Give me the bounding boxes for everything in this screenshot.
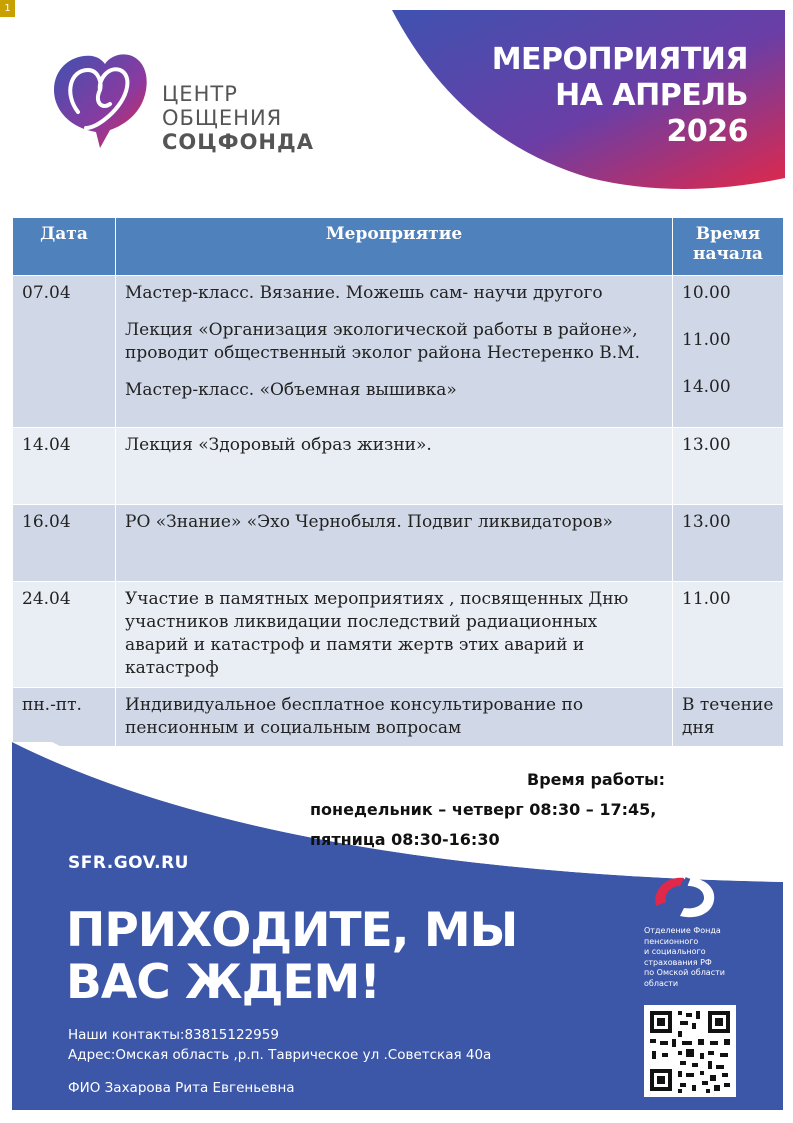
sfr-branch-name <box>644 926 744 989</box>
event-date: 16.04 <box>13 505 116 582</box>
column-header-date: Дата <box>13 218 116 276</box>
table-row <box>13 505 784 582</box>
qr-code-icon[interactable] <box>644 1005 736 1097</box>
sfr-line: области <box>644 978 679 988</box>
event-item: Мастер-класс. «Объемная вышивка» <box>125 380 457 400</box>
logo-line-2: ОБЩЕНИЯ <box>162 106 283 130</box>
table-row <box>13 688 784 747</box>
page-title <box>428 42 748 150</box>
event-time: 11.00 <box>673 582 784 688</box>
working-hours-title: Время работы: <box>527 770 665 789</box>
sfr-line: и социального <box>644 947 706 956</box>
title-line-3: 2026 <box>666 114 748 149</box>
working-hours-weekdays: понедельник – четверг 08:30 – 17:45, <box>310 800 657 819</box>
event-time: В течение дня <box>673 688 784 747</box>
time-item: 14.00 <box>682 377 731 397</box>
logo-wordmark <box>162 82 314 154</box>
contact-phone: Наши контакты:83815122959 <box>68 1027 279 1043</box>
event-description: Индивидуальное бесплатное консультирование по пенсионным и социальным вопросам <box>116 688 673 747</box>
table-row <box>13 582 784 688</box>
event-description: РО «Знание» «Эхо Чернобыля. Подвиг ликвидаторов» <box>116 505 673 582</box>
event-description <box>116 276 673 428</box>
table-row <box>13 276 784 428</box>
event-item: Мастер-класс. Вязание. Можешь сам- научи другого <box>125 283 603 303</box>
sfr-line: пенсионного <box>644 936 699 946</box>
event-time: 13.00 <box>673 505 784 582</box>
sfr-line: по Омской области <box>644 968 725 977</box>
logo-line-1: ЦЕНТР <box>162 82 238 106</box>
time-item: 11.00 <box>682 330 731 350</box>
logo-line-3: СОЦФОНДА <box>162 130 314 154</box>
title-line-1: МЕРОПРИЯТИЯ <box>491 42 748 77</box>
title-line-2: НА АПРЕЛЬ <box>555 78 748 113</box>
sfr-logo-icon <box>650 872 720 922</box>
sfr-line: Отделение Фонда <box>644 926 721 935</box>
contacts-block <box>68 1025 491 1065</box>
event-date: 24.04 <box>13 582 116 688</box>
events-table <box>12 217 784 747</box>
event-date: 07.04 <box>13 276 116 428</box>
event-item: Лекция «Организация экологической работы в районе», проводит общественный эколог района Нестеренко В.М. <box>125 320 640 363</box>
event-date: пн.-пт. <box>13 688 116 747</box>
slogan <box>66 905 517 1009</box>
slogan-line-2: ВАС ЖДЕМ! <box>66 955 380 1010</box>
slogan-line-1: ПРИХОДИТЕ, МЫ <box>66 903 518 958</box>
website-link[interactable]: SFR.GOV.RU <box>68 853 189 873</box>
contact-person: ФИО Захарова Рита Евгеньевна <box>68 1080 295 1096</box>
event-description: Лекция «Здоровый образ жизни». <box>116 428 673 505</box>
page-number-badge: 1 <box>0 0 15 17</box>
column-header-event: Мероприятие <box>116 218 673 276</box>
event-time: 13.00 <box>673 428 784 505</box>
working-hours <box>310 765 665 855</box>
event-date: 14.04 <box>13 428 116 505</box>
table-row <box>13 428 784 505</box>
working-hours-friday: пятница 08:30-16:30 <box>310 830 500 849</box>
event-description: Участие в памятных мероприятиях , посвященных Дню участников ликвидации последствий радиационных аварий и катастроф и памяти жертв этих аварий и катастроф <box>116 582 673 688</box>
heart-logo-icon <box>50 50 150 150</box>
column-header-time: Время начала <box>673 218 784 276</box>
contact-address: Адрес:Омская область ,р.п. Таврическое ул .Советская 40а <box>68 1047 492 1063</box>
event-time <box>673 276 784 428</box>
sfr-line: страхования РФ <box>644 957 712 967</box>
time-item: 10.00 <box>682 283 731 303</box>
